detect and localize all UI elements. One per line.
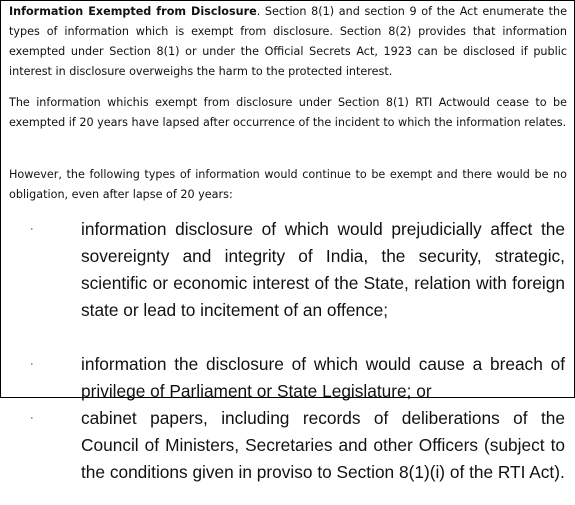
bullet-marker: · [30, 223, 34, 235]
list-item-text: cabinet papers, including records of deliberations of the Council of Ministers, Secretaries and other Officers (subject to the conditions given in proviso to Section 8(1)(i) of the RTI Act). [81, 408, 565, 482]
section-heading: Information Exempted from Disclosure [9, 5, 257, 18]
bullet-marker: · [30, 412, 34, 424]
continue-exempt-paragraph: However, the following types of information would continue to be exempt and there would be no obligation, even after lapse of 20 years: [9, 168, 567, 201]
lapse-paragraph: The information whichis exempt from disclosure under Section 8(1) RTI Actwould cease to be exempted if 20 years have lapsed after occurrence of the incident to which the information relates. [9, 96, 567, 129]
bullet-marker: · [30, 358, 34, 370]
list-item-text: information the disclosure of which would cause a breach of privilege of Parliament or State Legislature; or [81, 354, 565, 401]
intro-paragraph [9, 2, 567, 82]
list-item-text: information disclosure of which would prejudicially affect the sovereignty and integrity of India, the security, strategic, scientific or economic interest of the State, relation with foreign state or lead to incitement of an offence; [81, 219, 565, 320]
intro-text: . Section 8(1) and section 9 of the Act enumerate the types of information which is exempt from disclosure. Section 8(2) provides that information exempted under Section 8(1) or under the Official Secrets Act, 1923 can be disclosed if public interest in disclosure overweighs the harm to the protected interest. [9, 5, 567, 78]
